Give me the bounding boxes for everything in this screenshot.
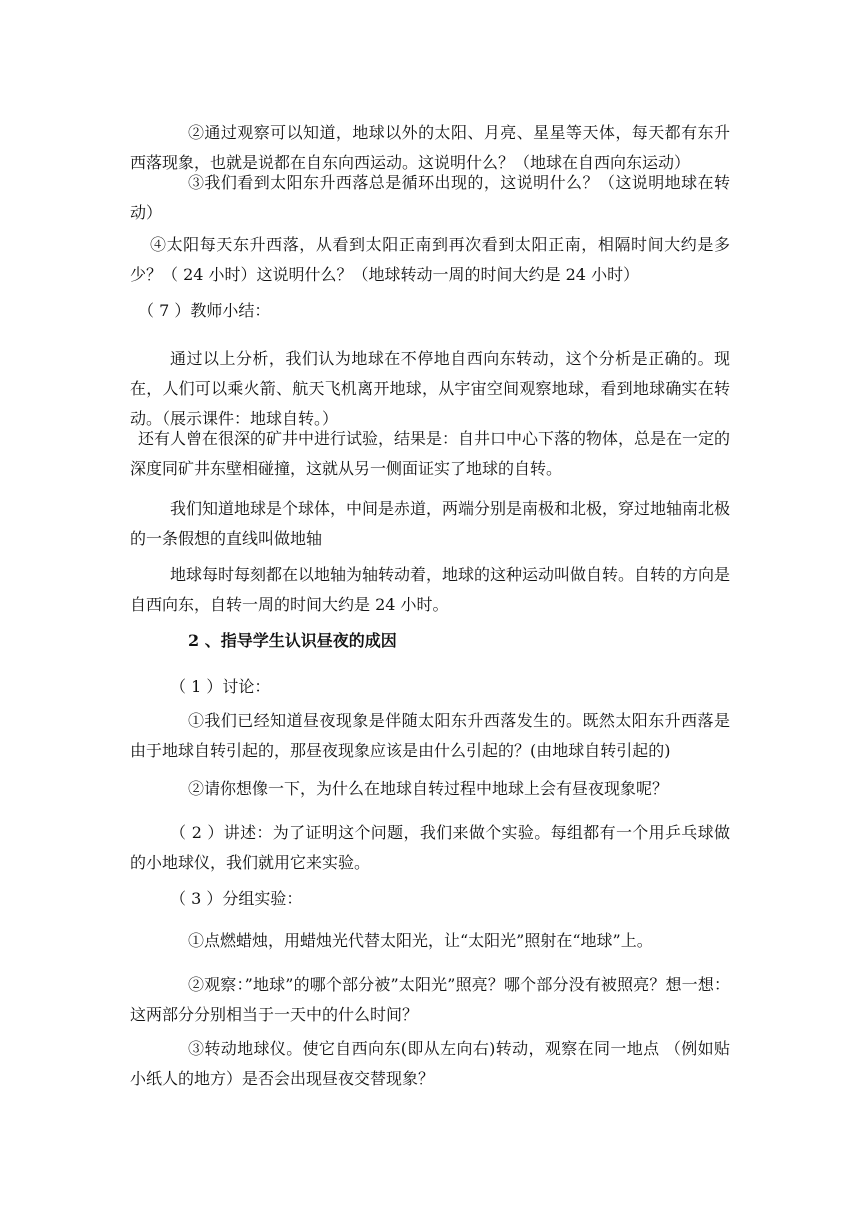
- paragraph-rotation-definition: 地球每时每刻都在以地轴为轴转动着，地球的这种运动叫做自转。自转的方向是自西向东，自转一周的时间大约是 24 小时。: [130, 565, 731, 614]
- paragraph-experiment-step-2: ②观察：”地球”的哪个部分被”太阳光”照亮？哪个部分没有被照亮？想一想：这两部分分别相当于一天中的什么时间？: [130, 975, 730, 1024]
- paragraph-discussion-heading: （ 1 ）讨论：: [170, 677, 271, 696]
- section-heading-day-night: 2 、指导学生认识昼夜的成因: [188, 631, 397, 650]
- paragraph-mine-experiment: 还有人曾在很深的矿井中进行试验，结果是：自井口中心下落的物体，总是在一定的深度同矿井东壁相碰撞，这就从另一侧面证实了地球的自转。: [130, 429, 731, 478]
- paragraph-observation-3: ③我们看到太阳东升西落总是循环出现的，这说明什么？（这说明地球在转动）: [130, 173, 730, 222]
- paragraph-observation-2: ②通过观察可以知道，地球以外的太阳、月亮、星星等天体，每天都有东升西落现象，也就是说都在自东向西运动。这说明什么？（地球在自西向东运动）: [130, 123, 730, 172]
- paragraph-teacher-summary-heading: （ 7 ）教师小结：: [138, 301, 271, 320]
- paragraph-discussion-1: ①我们已经知道昼夜现象是伴随太阳东升西落发生的。既然太阳东升西落是由于地球自转引起的，那昼夜现象应该是由什么引起的？(由地球自转引起的): [130, 711, 730, 760]
- paragraph-experiment-step-1: ①点燃蜡烛，用蜡烛光代替太阳光，让“太阳光”照射在“地球”上。: [188, 931, 653, 950]
- paragraph-experiment-step-3: ③转动地球仪。使它自西向东(即从左向右)转动，观察在同一地点 （例如贴小纸人的地方）是否会出现昼夜交替现象？: [130, 1039, 730, 1088]
- paragraph-group-experiment-heading: （ 3 ）分组实验：: [170, 889, 303, 908]
- paragraph-earth-axis: 我们知道地球是个球体，中间是赤道，两端分别是南极和北极，穿过地轴南北极的一条假想的直线叫做地轴: [130, 499, 731, 548]
- paragraph-summary-analysis: 通过以上分析，我们认为地球在不停地自西向东转动，这个分析是正确的。现在，人们可以乘火箭、航天飞机离开地球，从宇宙空间观察地球，看到地球确实在转动。（展示课件：地球自转。）: [130, 349, 730, 428]
- paragraph-explanation: （ 2 ）讲述：为了证明这个问题，我们来做个实验。每组都有一个用乒乓球做的小地球仪，我们就用它来实验。: [130, 823, 730, 872]
- paragraph-observation-4: ④太阳每天东升西落，从看到太阳正南到再次看到太阳正南，相隔时间大约是多少？（ 24 小时）这说明什么？（地球转动一周的时间大约是 24 小时）: [130, 235, 730, 284]
- paragraph-discussion-2: ②请你想像一下，为什么在地球自转过程中地球上会有昼夜现象呢？: [188, 779, 669, 798]
